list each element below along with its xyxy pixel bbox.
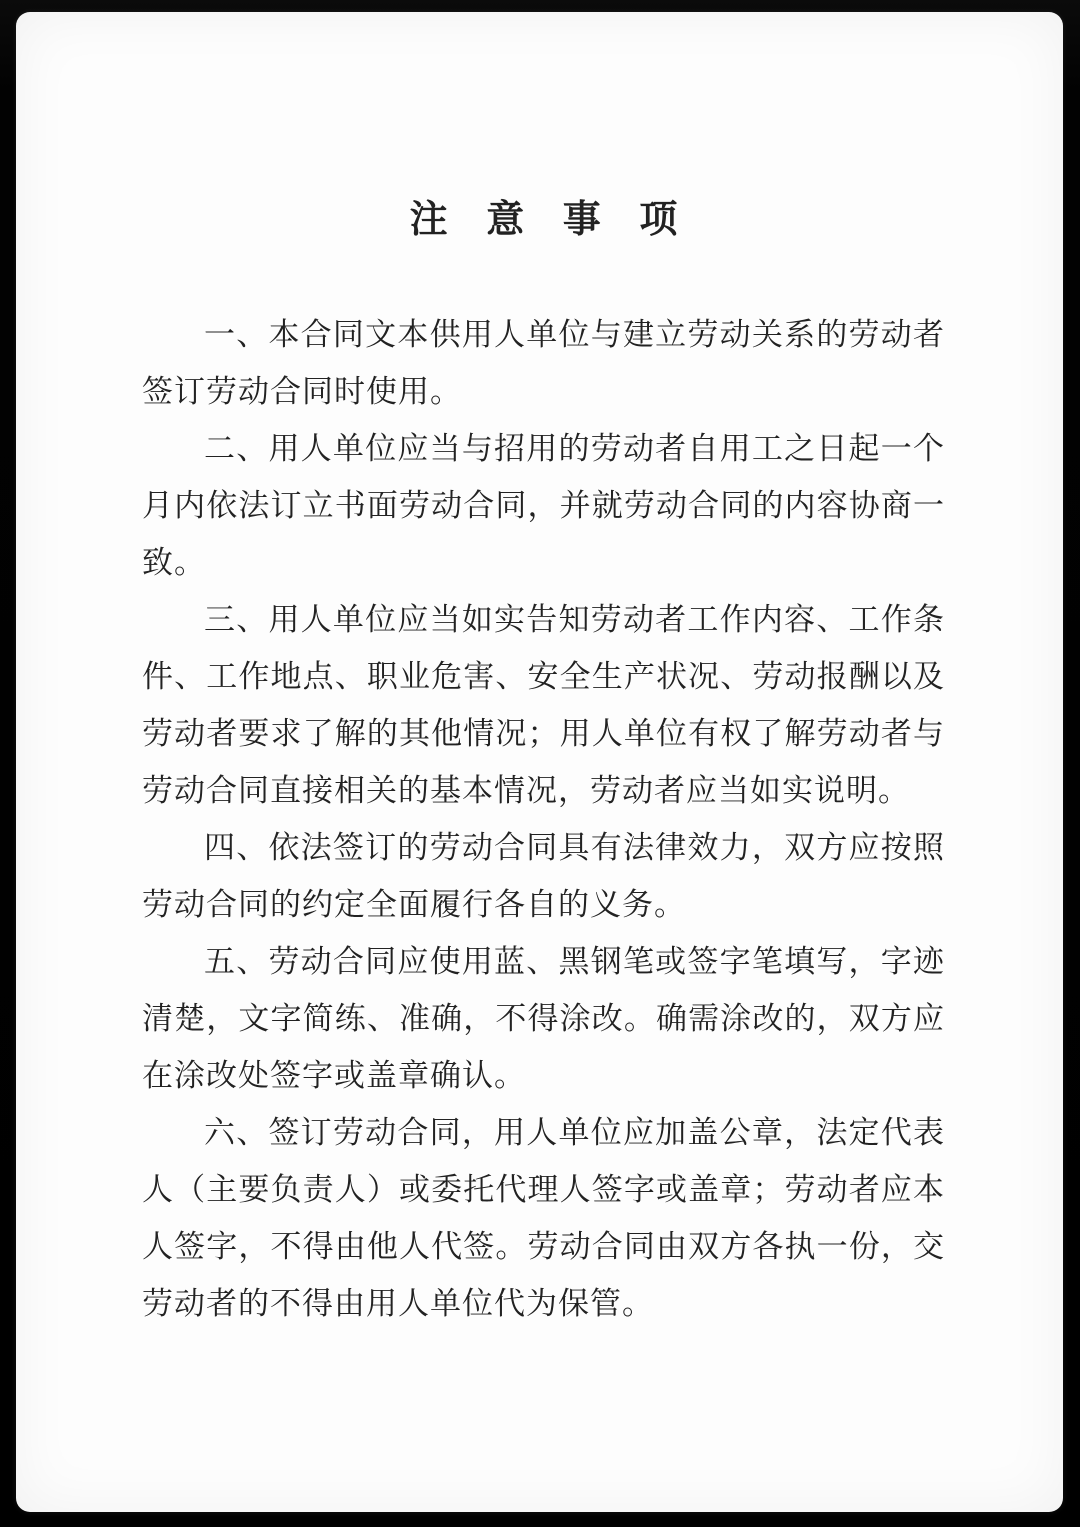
notice-paragraph-6: 六、签订劳动合同，用人单位应加盖公章，法定代表人（主要负责人）或委托代理人签字或盖章；劳动者应本人签字，不得由他人代签。劳动合同由双方各执一份，交劳动者的不得由用人单位代为保管。	[142, 1115, 945, 1321]
document-page	[16, 12, 1063, 1512]
notice-paragraph-5: 五、劳动合同应使用蓝、黑钢笔或签字笔填写，字迹清楚，文字简练、准确，不得涂改。确需涂改的，双方应在涂改处签字或盖章确认。	[142, 944, 945, 1093]
notice-body	[142, 306, 945, 1332]
notice-paragraph-4: 四、依法签订的劳动合同具有法律效力，双方应按照劳动合同的约定全面履行各自的义务。	[142, 830, 945, 922]
notice-paragraph-1: 一、本合同文本供用人单位与建立劳动关系的劳动者签订劳动合同时使用。	[142, 317, 945, 409]
notice-paragraph-2: 二、用人单位应当与招用的劳动者自用工之日起一个月内依法订立书面劳动合同，并就劳动合同的内容协商一致。	[142, 431, 945, 580]
page-title: 注 意 事 项	[409, 199, 692, 241]
notice-paragraph-3: 三、用人单位应当如实告知劳动者工作内容、工作条件、工作地点、职业危害、安全生产状况、劳动报酬以及劳动者要求了解的其他情况；用人单位有权了解劳动者与劳动合同直接相关的基本情况，劳动者应当如实说明。	[142, 602, 945, 808]
